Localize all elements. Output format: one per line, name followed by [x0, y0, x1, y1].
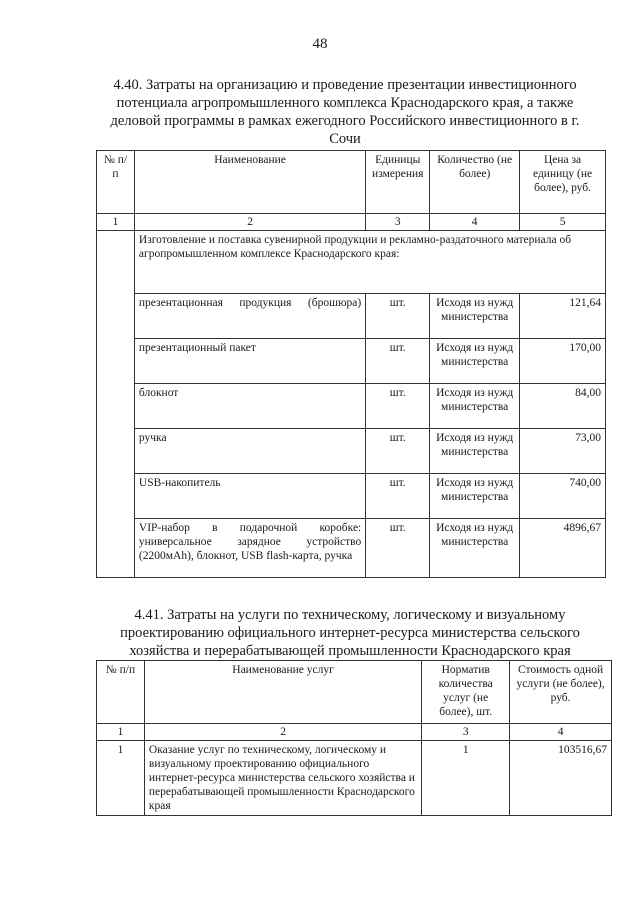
- item-qty: Исходя из нужд министерства: [430, 339, 520, 384]
- col-num: 4: [430, 214, 520, 231]
- header-name: Наименование: [134, 151, 365, 214]
- row-no-cell: [97, 231, 135, 578]
- service-price: 103516,67: [510, 741, 612, 816]
- header-price: Цена за единицу (не более), руб.: [520, 151, 606, 214]
- item-name: VIP-набор в подарочной коробке: универсальное зарядное устройство (2200мАh), блокнот, USB flash-карта, ручка: [134, 519, 365, 578]
- table-row: [97, 429, 606, 474]
- item-name: ручка: [134, 429, 365, 474]
- item-qty: Исходя из нужд министерства: [430, 294, 520, 339]
- item-price: 740,00: [520, 474, 606, 519]
- page-number: 48: [312, 36, 328, 52]
- group-row: [97, 231, 606, 294]
- col-num: 2: [144, 724, 421, 741]
- item-name: презентационная продукция (брошюра): [134, 294, 365, 339]
- row-no: 1: [97, 741, 145, 816]
- table-row: [97, 339, 606, 384]
- column-number-row: [97, 724, 612, 741]
- item-price: 4896,67: [520, 519, 606, 578]
- header-qty: Количество (не более): [430, 151, 520, 214]
- col-num: 3: [422, 724, 510, 741]
- header-no: № п/п: [97, 661, 145, 724]
- item-qty: Исходя из нужд министерства: [430, 519, 520, 578]
- col-num: 5: [520, 214, 606, 231]
- header-unit: Единицы измерения: [366, 151, 430, 214]
- table-4-40: [96, 150, 606, 578]
- group-title: Изготовление и поставка сувенирной продукции и рекламно-раздаточного материала об агропромышленном комплексе Краснодарского края:: [134, 231, 605, 294]
- table-row: [97, 384, 606, 429]
- col-num: 1: [97, 214, 135, 231]
- section-4-40-title: 4.40. Затраты на организацию и проведение презентации инвестиционного потенциала агропромышленного комплекса Краснодарского края, а также деловой программы в рамках ежегодного Российского инвестиционного в г. Сочи: [110, 77, 580, 147]
- service-qty: 1: [422, 741, 510, 816]
- col-num: 2: [134, 214, 365, 231]
- column-number-row: [97, 214, 606, 231]
- item-price: 84,00: [520, 384, 606, 429]
- col-num: 4: [510, 724, 612, 741]
- table-row: [97, 741, 612, 816]
- item-unit: шт.: [366, 474, 430, 519]
- item-unit: шт.: [366, 429, 430, 474]
- item-unit: шт.: [366, 384, 430, 429]
- item-price: 73,00: [520, 429, 606, 474]
- col-num: 1: [97, 724, 145, 741]
- item-price: 121,64: [520, 294, 606, 339]
- item-name: презентационный пакет: [134, 339, 365, 384]
- header-price: Стоимость одной услуги (не более), руб.: [510, 661, 612, 724]
- header-name: Наименование услуг: [144, 661, 421, 724]
- section-4-41-title: 4.41. Затраты на услуги по техническому, логическому и визуальному проектированию официального интернет-ресурса министерства сельского хозяйства и перерабатывающей промышленности Краснодарского края: [120, 607, 580, 659]
- item-name: блокнот: [134, 384, 365, 429]
- item-price: 170,00: [520, 339, 606, 384]
- table-row: [97, 519, 606, 578]
- item-unit: шт.: [366, 339, 430, 384]
- item-qty: Исходя из нужд министерства: [430, 384, 520, 429]
- item-qty: Исходя из нужд министерства: [430, 474, 520, 519]
- table-row: [97, 294, 606, 339]
- col-num: 3: [366, 214, 430, 231]
- header-no: № п/п: [97, 151, 135, 214]
- table-header-row: [97, 151, 606, 214]
- header-qty: Норматив количества услуг (не более), шт.: [422, 661, 510, 724]
- item-unit: шт.: [366, 294, 430, 339]
- table-row: [97, 474, 606, 519]
- table-4-41: [96, 660, 612, 816]
- item-name: USB-накопитель: [134, 474, 365, 519]
- item-unit: шт.: [366, 519, 430, 578]
- table-header-row: [97, 661, 612, 724]
- service-name: Оказание услуг по техническому, логическому и визуальному проектированию официального интернет-ресурса министерства сельского хозяйства и перерабатывающей промышленности Краснодарского края: [144, 741, 421, 816]
- item-qty: Исходя из нужд министерства: [430, 429, 520, 474]
